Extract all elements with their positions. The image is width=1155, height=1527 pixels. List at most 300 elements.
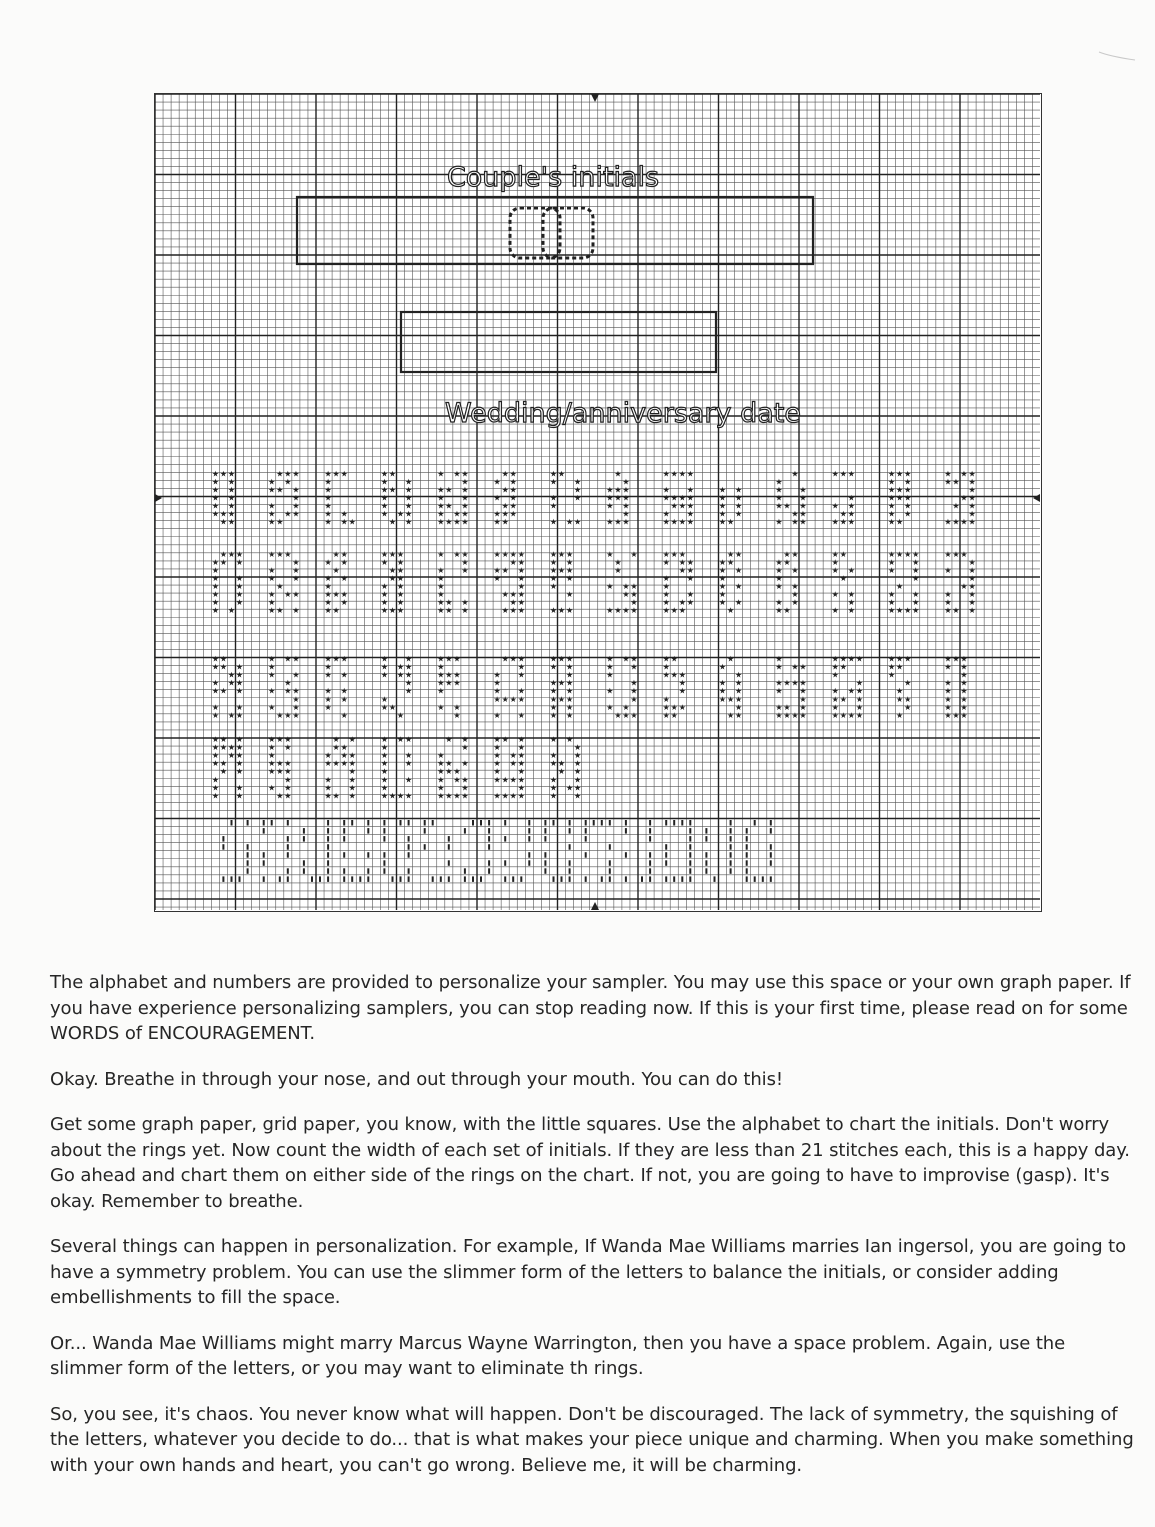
svg-text:★: ★ bbox=[799, 702, 807, 712]
svg-text:★: ★ bbox=[380, 751, 388, 761]
svg-text:★: ★ bbox=[517, 598, 525, 608]
svg-text:★: ★ bbox=[284, 743, 292, 753]
svg-text:★: ★ bbox=[566, 549, 574, 559]
svg-text:★: ★ bbox=[686, 557, 694, 567]
svg-text:★: ★ bbox=[912, 598, 920, 608]
svg-text:★: ★ bbox=[670, 469, 678, 479]
svg-text:★: ★ bbox=[324, 557, 332, 567]
svg-text:★: ★ bbox=[380, 501, 388, 511]
svg-text:★: ★ bbox=[493, 574, 501, 584]
svg-text:★: ★ bbox=[284, 767, 292, 777]
svg-text:★: ★ bbox=[839, 654, 847, 664]
svg-text:★: ★ bbox=[405, 485, 413, 495]
svg-text:★: ★ bbox=[405, 686, 413, 696]
svg-text:★: ★ bbox=[960, 582, 968, 592]
svg-text:★: ★ bbox=[324, 606, 332, 616]
svg-text:★: ★ bbox=[549, 686, 558, 696]
svg-text:★: ★ bbox=[284, 469, 292, 479]
svg-text:★: ★ bbox=[340, 654, 348, 664]
svg-text:★: ★ bbox=[380, 509, 388, 519]
svg-text:★: ★ bbox=[211, 662, 219, 672]
svg-text:★: ★ bbox=[405, 759, 413, 769]
svg-text:★: ★ bbox=[461, 783, 469, 793]
svg-text:★: ★ bbox=[388, 791, 397, 801]
svg-text:★: ★ bbox=[847, 710, 855, 720]
svg-text:★: ★ bbox=[332, 549, 340, 559]
svg-text:★: ★ bbox=[517, 606, 525, 616]
svg-text:★: ★ bbox=[396, 791, 405, 801]
svg-text:★: ★ bbox=[445, 670, 453, 680]
svg-text:★: ★ bbox=[566, 670, 574, 680]
svg-text:★: ★ bbox=[904, 654, 912, 664]
svg-text:★: ★ bbox=[348, 783, 356, 793]
svg-text:★: ★ bbox=[904, 501, 912, 511]
svg-text:★: ★ bbox=[509, 485, 517, 495]
svg-text:★: ★ bbox=[276, 517, 284, 527]
svg-text:★: ★ bbox=[622, 606, 630, 616]
svg-text:★: ★ bbox=[614, 469, 622, 479]
svg-text:★: ★ bbox=[549, 574, 558, 584]
svg-text:★: ★ bbox=[211, 582, 219, 592]
svg-text:★: ★ bbox=[662, 710, 670, 720]
svg-text:★: ★ bbox=[847, 469, 855, 479]
svg-text:★: ★ bbox=[549, 775, 558, 785]
svg-text:★: ★ bbox=[517, 767, 525, 777]
svg-text:★: ★ bbox=[437, 598, 445, 608]
svg-text:★: ★ bbox=[501, 517, 509, 527]
svg-text:★: ★ bbox=[332, 566, 340, 576]
svg-text:★: ★ bbox=[219, 469, 227, 479]
svg-text:★: ★ bbox=[904, 477, 912, 487]
svg-text:★: ★ bbox=[686, 517, 694, 527]
svg-text:★: ★ bbox=[211, 759, 219, 769]
svg-text:★: ★ bbox=[791, 549, 799, 559]
svg-text:★: ★ bbox=[735, 493, 743, 503]
svg-text:★: ★ bbox=[509, 509, 517, 519]
svg-text:★: ★ bbox=[517, 686, 525, 696]
svg-text:★: ★ bbox=[284, 775, 292, 785]
svg-text:★: ★ bbox=[405, 654, 413, 664]
svg-text:★: ★ bbox=[276, 767, 284, 777]
svg-text:★: ★ bbox=[606, 654, 614, 664]
svg-text:★: ★ bbox=[268, 654, 276, 664]
svg-text:★: ★ bbox=[517, 557, 525, 567]
svg-text:★: ★ bbox=[235, 598, 244, 608]
svg-text:★: ★ bbox=[896, 710, 904, 720]
svg-text:★: ★ bbox=[686, 501, 694, 511]
svg-text:★: ★ bbox=[968, 477, 976, 487]
svg-text:★: ★ bbox=[493, 678, 501, 688]
svg-text:★: ★ bbox=[517, 783, 525, 793]
svg-text:★: ★ bbox=[952, 710, 960, 720]
svg-text:★: ★ bbox=[493, 751, 501, 761]
svg-text:★: ★ bbox=[831, 606, 839, 616]
svg-text:★: ★ bbox=[831, 590, 839, 600]
svg-text:★: ★ bbox=[461, 557, 469, 567]
paragraph-chaos: So, you see, it's chaos. You never know what will happen. Don't be discouraged. The lack of symmetry, the squishing of the letters, whatever you decide to do... that is what makes your piece unique and charming. When you make something with your own hands and heart, you can't go wrong. Believe me, it will be charming. bbox=[50, 1403, 1134, 1476]
svg-text:★: ★ bbox=[211, 791, 219, 801]
svg-text:★: ★ bbox=[557, 606, 566, 616]
svg-text:★: ★ bbox=[324, 477, 332, 487]
svg-text:★: ★ bbox=[235, 574, 244, 584]
svg-text:★: ★ bbox=[348, 775, 356, 785]
svg-text:★: ★ bbox=[332, 654, 340, 664]
svg-text:★: ★ bbox=[727, 710, 735, 720]
svg-text:★: ★ bbox=[662, 574, 670, 584]
svg-text:★: ★ bbox=[292, 485, 300, 495]
svg-text:★: ★ bbox=[678, 557, 686, 567]
svg-text:★: ★ bbox=[566, 678, 574, 688]
svg-text:★: ★ bbox=[557, 469, 566, 479]
svg-text:★: ★ bbox=[324, 509, 332, 519]
svg-text:★: ★ bbox=[670, 670, 678, 680]
svg-text:★: ★ bbox=[775, 485, 783, 495]
svg-text:★: ★ bbox=[735, 686, 743, 696]
svg-text:★: ★ bbox=[380, 694, 388, 704]
svg-text:★: ★ bbox=[775, 686, 783, 696]
svg-text:★: ★ bbox=[783, 702, 791, 712]
svg-text:★: ★ bbox=[896, 469, 904, 479]
svg-text:★: ★ bbox=[284, 759, 292, 769]
svg-text:★: ★ bbox=[517, 590, 525, 600]
label-wedding-date: Wedding/anniversary date bbox=[445, 398, 801, 429]
svg-text:★: ★ bbox=[783, 501, 791, 511]
svg-text:★: ★ bbox=[268, 743, 276, 753]
svg-text:★: ★ bbox=[960, 549, 968, 559]
svg-text:★: ★ bbox=[735, 501, 743, 511]
svg-text:★: ★ bbox=[292, 493, 300, 503]
svg-text:★: ★ bbox=[437, 751, 445, 761]
svg-text:★: ★ bbox=[219, 735, 227, 745]
svg-text:★: ★ bbox=[380, 654, 388, 664]
svg-text:★: ★ bbox=[461, 606, 469, 616]
svg-text:★: ★ bbox=[678, 549, 686, 559]
paragraph-intro: The alphabet and numbers are provided to personalize your sampler. You may use this space or your own graph paper. If you have experience personalizing samplers, you can stop reading now. If this is your first time, please read on for some WORDS of ENCOURAGEMENT. bbox=[50, 972, 1131, 1044]
svg-text:★: ★ bbox=[968, 509, 976, 519]
svg-text:★: ★ bbox=[348, 767, 356, 777]
svg-text:★: ★ bbox=[211, 606, 219, 616]
svg-text:★: ★ bbox=[670, 702, 678, 712]
svg-text:★: ★ bbox=[227, 469, 236, 479]
svg-text:★: ★ bbox=[284, 549, 292, 559]
svg-text:★: ★ bbox=[445, 598, 453, 608]
svg-text:★: ★ bbox=[678, 606, 686, 616]
svg-text:★: ★ bbox=[235, 557, 244, 567]
svg-text:★: ★ bbox=[268, 670, 276, 680]
svg-text:★: ★ bbox=[775, 678, 783, 688]
svg-text:★: ★ bbox=[268, 759, 276, 769]
svg-text:★: ★ bbox=[557, 694, 566, 704]
svg-text:★: ★ bbox=[549, 566, 558, 576]
svg-text:★: ★ bbox=[944, 710, 952, 720]
svg-text:★: ★ bbox=[855, 710, 863, 720]
svg-text:★: ★ bbox=[718, 493, 727, 503]
svg-text:★: ★ bbox=[735, 694, 743, 704]
svg-text:★: ★ bbox=[968, 493, 976, 503]
svg-text:★: ★ bbox=[662, 485, 670, 495]
svg-text:★: ★ bbox=[904, 606, 912, 616]
svg-text:★: ★ bbox=[888, 517, 896, 527]
svg-text:★: ★ bbox=[775, 606, 783, 616]
svg-text:★: ★ bbox=[388, 606, 397, 616]
svg-text:★: ★ bbox=[888, 485, 896, 495]
svg-text:★: ★ bbox=[517, 775, 525, 785]
svg-text:★: ★ bbox=[493, 694, 501, 704]
svg-text:★: ★ bbox=[549, 477, 558, 487]
svg-text:★: ★ bbox=[735, 566, 743, 576]
svg-text:★: ★ bbox=[783, 549, 791, 559]
svg-text:★: ★ bbox=[284, 509, 292, 519]
svg-text:★: ★ bbox=[606, 517, 614, 527]
svg-text:★: ★ bbox=[380, 775, 388, 785]
svg-text:★: ★ bbox=[396, 735, 405, 745]
svg-text:★: ★ bbox=[566, 590, 574, 600]
svg-text:★: ★ bbox=[493, 670, 501, 680]
svg-text:★: ★ bbox=[662, 654, 670, 664]
svg-text:★: ★ bbox=[735, 710, 743, 720]
svg-text:★: ★ bbox=[493, 493, 501, 503]
svg-text:★: ★ bbox=[235, 767, 244, 777]
svg-text:★: ★ bbox=[461, 775, 469, 785]
svg-text:★: ★ bbox=[509, 493, 517, 503]
svg-text:★: ★ bbox=[888, 557, 896, 567]
svg-text:★: ★ bbox=[235, 678, 244, 688]
svg-text:★: ★ bbox=[549, 759, 558, 769]
svg-text:★: ★ bbox=[211, 783, 219, 793]
svg-text:★: ★ bbox=[509, 557, 517, 567]
svg-text:★: ★ bbox=[437, 485, 445, 495]
svg-text:★: ★ bbox=[960, 710, 968, 720]
svg-text:★: ★ bbox=[912, 566, 920, 576]
svg-text:★: ★ bbox=[437, 590, 445, 600]
svg-text:★: ★ bbox=[517, 710, 525, 720]
svg-text:★: ★ bbox=[501, 606, 509, 616]
svg-text:★: ★ bbox=[461, 549, 469, 559]
svg-text:★: ★ bbox=[332, 791, 340, 801]
svg-text:★: ★ bbox=[324, 485, 332, 495]
svg-text:★: ★ bbox=[461, 566, 469, 576]
svg-text:★: ★ bbox=[405, 501, 413, 511]
svg-text:★: ★ bbox=[405, 477, 413, 487]
svg-text:★: ★ bbox=[324, 670, 332, 680]
svg-text:★: ★ bbox=[686, 485, 694, 495]
svg-text:★: ★ bbox=[388, 702, 397, 712]
svg-text:★: ★ bbox=[614, 517, 622, 527]
svg-text:★: ★ bbox=[227, 501, 236, 511]
svg-text:★: ★ bbox=[727, 606, 735, 616]
svg-text:★: ★ bbox=[453, 517, 461, 527]
svg-text:★: ★ bbox=[453, 549, 461, 559]
svg-text:★: ★ bbox=[332, 606, 340, 616]
svg-text:★: ★ bbox=[799, 678, 807, 688]
svg-text:★: ★ bbox=[235, 582, 244, 592]
svg-text:★: ★ bbox=[686, 566, 694, 576]
svg-text:★: ★ bbox=[276, 549, 284, 559]
svg-text:★: ★ bbox=[662, 469, 670, 479]
svg-text:★: ★ bbox=[340, 759, 348, 769]
svg-text:★: ★ bbox=[324, 582, 332, 592]
svg-text:★: ★ bbox=[630, 549, 638, 559]
svg-text:★: ★ bbox=[380, 469, 388, 479]
svg-text:★: ★ bbox=[662, 598, 670, 608]
svg-text:★: ★ bbox=[509, 654, 517, 664]
cross-stitch-chart bbox=[154, 93, 1042, 912]
svg-text:★: ★ bbox=[944, 694, 952, 704]
svg-text:★: ★ bbox=[211, 493, 219, 503]
svg-text:★: ★ bbox=[960, 694, 968, 704]
svg-text:★: ★ bbox=[662, 590, 670, 600]
svg-text:★: ★ bbox=[960, 517, 968, 527]
svg-text:★: ★ bbox=[557, 678, 566, 688]
svg-text:★: ★ bbox=[284, 783, 292, 793]
svg-text:★: ★ bbox=[219, 759, 227, 769]
svg-text:★: ★ bbox=[227, 606, 236, 616]
svg-text:★: ★ bbox=[727, 654, 735, 664]
svg-text:★: ★ bbox=[219, 557, 227, 567]
svg-text:★: ★ bbox=[227, 485, 236, 495]
svg-text:★: ★ bbox=[718, 566, 727, 576]
svg-text:★: ★ bbox=[904, 549, 912, 559]
svg-text:★: ★ bbox=[437, 549, 445, 559]
svg-text:★: ★ bbox=[292, 654, 300, 664]
svg-text:★: ★ bbox=[952, 654, 960, 664]
svg-text:★: ★ bbox=[557, 566, 566, 576]
svg-text:★: ★ bbox=[549, 678, 558, 688]
svg-text:★: ★ bbox=[549, 493, 558, 503]
svg-text:★: ★ bbox=[622, 590, 630, 600]
svg-text:★: ★ bbox=[831, 557, 839, 567]
svg-text:★: ★ bbox=[622, 517, 630, 527]
svg-text:★: ★ bbox=[606, 606, 614, 616]
svg-text:★: ★ bbox=[896, 517, 904, 527]
svg-text:★: ★ bbox=[960, 654, 968, 664]
svg-text:★: ★ bbox=[622, 654, 630, 664]
svg-text:★: ★ bbox=[944, 590, 952, 600]
svg-text:★: ★ bbox=[896, 485, 904, 495]
svg-text:★: ★ bbox=[292, 670, 300, 680]
svg-text:★: ★ bbox=[211, 485, 219, 495]
svg-text:★: ★ bbox=[388, 566, 397, 576]
svg-text:★: ★ bbox=[501, 509, 509, 519]
svg-text:★: ★ bbox=[453, 791, 461, 801]
svg-text:★: ★ bbox=[268, 517, 276, 527]
svg-text:★: ★ bbox=[380, 662, 388, 672]
svg-text:★: ★ bbox=[324, 469, 332, 479]
svg-text:★: ★ bbox=[227, 751, 236, 761]
svg-text:★: ★ bbox=[622, 485, 630, 495]
svg-text:★: ★ bbox=[493, 477, 501, 487]
svg-text:★: ★ bbox=[211, 702, 219, 712]
svg-text:★: ★ bbox=[606, 493, 614, 503]
svg-text:★: ★ bbox=[566, 566, 574, 576]
svg-text:★: ★ bbox=[566, 735, 574, 745]
svg-text:★: ★ bbox=[968, 574, 976, 584]
svg-text:★: ★ bbox=[268, 509, 276, 519]
svg-text:★: ★ bbox=[783, 710, 791, 720]
svg-text:★: ★ bbox=[718, 590, 727, 600]
svg-text:★: ★ bbox=[549, 702, 558, 712]
svg-text:★: ★ bbox=[574, 517, 582, 527]
svg-text:★: ★ bbox=[896, 606, 904, 616]
svg-text:★: ★ bbox=[549, 469, 558, 479]
svg-text:★: ★ bbox=[549, 783, 558, 793]
svg-text:★: ★ bbox=[831, 702, 839, 712]
svg-text:★: ★ bbox=[847, 686, 855, 696]
svg-text:★: ★ bbox=[324, 783, 332, 793]
svg-text:★: ★ bbox=[566, 710, 574, 720]
svg-text:★: ★ bbox=[614, 566, 622, 576]
svg-text:★: ★ bbox=[332, 590, 340, 600]
svg-text:★: ★ bbox=[888, 501, 896, 511]
svg-text:★: ★ bbox=[896, 686, 904, 696]
svg-text:★: ★ bbox=[888, 469, 896, 479]
svg-text:★: ★ bbox=[662, 549, 670, 559]
svg-text:★: ★ bbox=[566, 606, 574, 616]
svg-text:★: ★ bbox=[437, 566, 445, 576]
svg-text:★: ★ bbox=[888, 670, 896, 680]
svg-text:★: ★ bbox=[855, 678, 863, 688]
svg-text:★: ★ bbox=[211, 501, 219, 511]
svg-text:★: ★ bbox=[670, 606, 678, 616]
svg-text:★: ★ bbox=[219, 743, 227, 753]
svg-text:★: ★ bbox=[735, 485, 743, 495]
svg-text:★: ★ bbox=[944, 598, 952, 608]
svg-text:★: ★ bbox=[968, 557, 976, 567]
svg-text:★: ★ bbox=[952, 501, 960, 511]
svg-text:★: ★ bbox=[227, 549, 236, 559]
svg-text:★: ★ bbox=[493, 517, 501, 527]
svg-text:★: ★ bbox=[670, 654, 678, 664]
svg-text:★: ★ bbox=[380, 743, 388, 753]
svg-text:★: ★ bbox=[284, 710, 292, 720]
svg-text:★: ★ bbox=[718, 501, 727, 511]
page-smudge bbox=[1097, 48, 1137, 62]
svg-text:★: ★ bbox=[292, 686, 300, 696]
paragraph-breathe: Okay. Breathe in through your nose, and out through your mouth. You can do this! bbox=[50, 1068, 783, 1090]
svg-text:★: ★ bbox=[662, 509, 670, 519]
svg-text:★: ★ bbox=[791, 566, 799, 576]
svg-text:★: ★ bbox=[855, 702, 863, 712]
svg-text:★: ★ bbox=[517, 549, 525, 559]
svg-text:★: ★ bbox=[847, 590, 855, 600]
svg-text:★: ★ bbox=[211, 509, 219, 519]
svg-text:★: ★ bbox=[219, 662, 227, 672]
svg-text:★: ★ bbox=[517, 694, 525, 704]
svg-text:★: ★ bbox=[437, 501, 445, 511]
svg-text:★: ★ bbox=[493, 566, 501, 576]
svg-text:★: ★ bbox=[445, 501, 453, 511]
svg-text:★: ★ bbox=[847, 493, 855, 503]
svg-text:★: ★ bbox=[566, 694, 574, 704]
svg-text:★: ★ bbox=[235, 791, 244, 801]
svg-text:★: ★ bbox=[549, 582, 558, 592]
svg-text:★: ★ bbox=[509, 606, 517, 616]
svg-text:★: ★ bbox=[268, 485, 276, 495]
svg-text:★: ★ bbox=[839, 662, 847, 672]
svg-text:★: ★ bbox=[727, 694, 735, 704]
svg-text:★: ★ bbox=[574, 775, 582, 785]
svg-text:★: ★ bbox=[227, 477, 236, 487]
svg-text:★: ★ bbox=[445, 735, 453, 745]
svg-text:★: ★ bbox=[952, 606, 960, 616]
svg-text:★: ★ bbox=[292, 557, 300, 567]
svg-text:★: ★ bbox=[606, 549, 614, 559]
svg-text:★: ★ bbox=[888, 493, 896, 503]
svg-text:★: ★ bbox=[574, 485, 582, 495]
svg-text:★: ★ bbox=[380, 485, 388, 495]
svg-text:★: ★ bbox=[501, 694, 509, 704]
svg-text:★: ★ bbox=[380, 549, 388, 559]
